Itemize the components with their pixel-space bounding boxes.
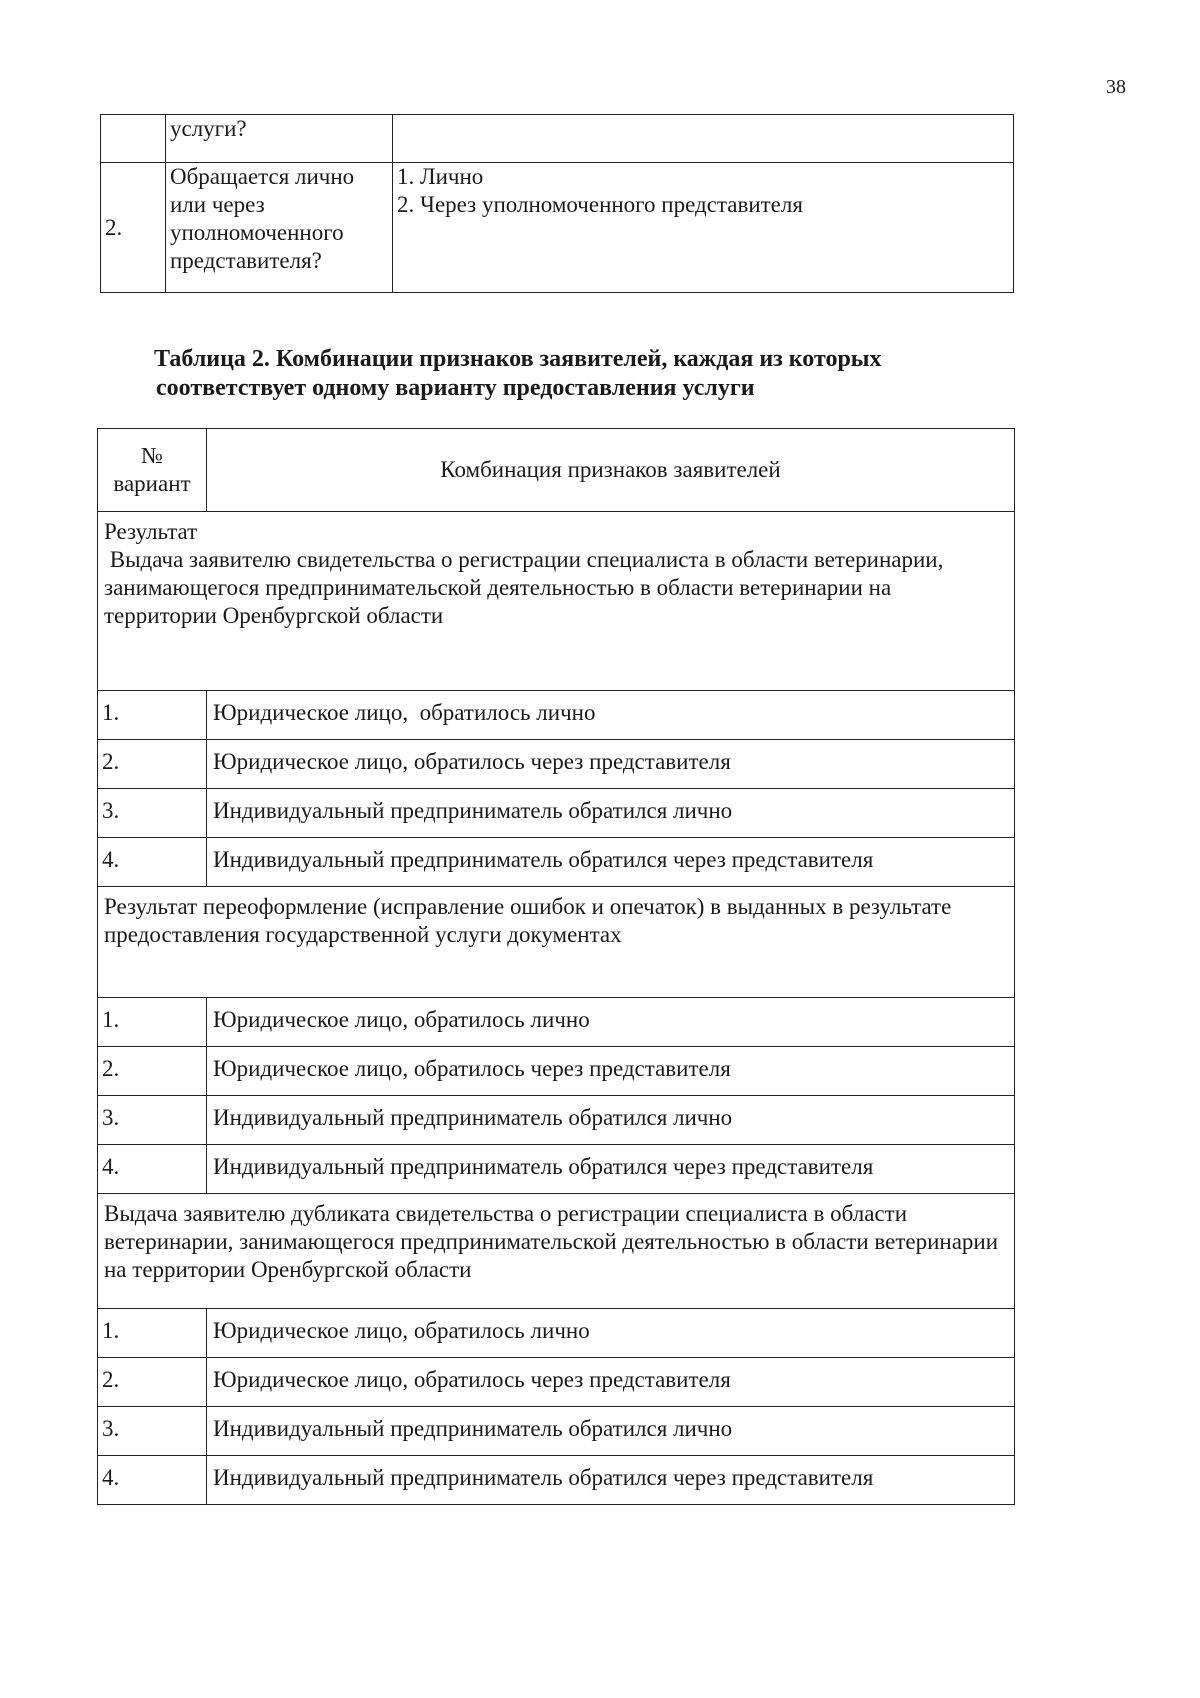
variant-number: 1. xyxy=(98,998,207,1047)
variant-text: Индивидуальный предприниматель обратился лично xyxy=(207,1407,1015,1456)
result-description: Выдача заявителю дубликата свидетельства о регистрации специалиста в области ветеринарии, занимающегося предпринимательской деятельностью в области ветеринарии на территории Оренбургской области xyxy=(104,1201,999,1282)
table-row xyxy=(101,163,1014,293)
table-row xyxy=(98,1145,1015,1194)
result-row xyxy=(98,1194,1015,1309)
table-row xyxy=(98,1358,1015,1407)
table-row xyxy=(98,1047,1015,1096)
caption-line: соответствует одному варианту предоставления услуги xyxy=(156,375,755,401)
table-row xyxy=(98,789,1015,838)
row-number xyxy=(101,115,166,163)
variant-number: 1. xyxy=(98,1309,207,1358)
variant-number: 4. xyxy=(98,838,207,887)
row-number: 2. xyxy=(101,163,166,293)
variant-text: Юридическое лицо, обратилось лично xyxy=(207,691,1015,740)
variant-number: 2. xyxy=(98,740,207,789)
table-caption xyxy=(154,345,1054,403)
header-variant-label: вариант xyxy=(113,471,191,496)
variant-number: 1. xyxy=(98,691,207,740)
applicant-combinations-table xyxy=(97,428,1015,1505)
page-number: 38 xyxy=(1106,76,1126,98)
table-row xyxy=(98,1407,1015,1456)
result-cell xyxy=(98,1194,1015,1309)
result-row xyxy=(98,512,1015,691)
variant-text: Юридическое лицо, обратилось лично xyxy=(207,1309,1015,1358)
table-row xyxy=(98,998,1015,1047)
variant-text: Индивидуальный предприниматель обратился через представителя xyxy=(207,1456,1015,1505)
answer-cell xyxy=(393,163,1014,293)
table-row xyxy=(98,740,1015,789)
header-variant-number xyxy=(98,429,207,512)
table-row xyxy=(98,1456,1015,1505)
result-cell xyxy=(98,887,1015,998)
header-combination-title: Комбинация признаков заявителей xyxy=(207,429,1015,512)
variant-text: Индивидуальный предприниматель обратился через представителя xyxy=(207,838,1015,887)
result-row xyxy=(98,887,1015,998)
table-row xyxy=(101,115,1014,163)
result-cell xyxy=(98,512,1015,691)
variant-text: Индивидуальный предприниматель обратился лично xyxy=(207,1096,1015,1145)
variant-number: 3. xyxy=(98,1407,207,1456)
variant-number: 2. xyxy=(98,1358,207,1407)
table-row xyxy=(98,1309,1015,1358)
header-num-sign: № xyxy=(141,443,163,468)
variant-number: 3. xyxy=(98,789,207,838)
applicant-questions-table xyxy=(100,114,1014,293)
answer-option: 1. Лично xyxy=(397,164,484,189)
table-header-row xyxy=(98,429,1015,512)
result-label: Результат xyxy=(104,519,198,544)
variant-text: Юридическое лицо, обратилось через представителя xyxy=(207,1358,1015,1407)
table-row xyxy=(98,838,1015,887)
answer-option: 2. Через уполномоченного представителя xyxy=(397,192,803,217)
variant-number: 4. xyxy=(98,1456,207,1505)
result-description: Выдача заявителю свидетельства о регистрации специалиста в области ветеринарии, занимающегося предпринимательской деятельностью в области ветеринарии на территории Оренбургской области xyxy=(104,547,950,628)
question-cell: услуги? xyxy=(166,115,393,163)
variant-number: 4. xyxy=(98,1145,207,1194)
question-cell: Обращается лично или через уполномоченного представителя? xyxy=(166,163,393,293)
answer-cell xyxy=(393,115,1014,163)
caption-line: Таблица 2. Комбинации признаков заявителей, каждая из которых xyxy=(154,346,882,372)
variant-text: Юридическое лицо, обратилось через представителя xyxy=(207,1047,1015,1096)
table-row xyxy=(98,1096,1015,1145)
variant-text: Юридическое лицо, обратилось через представителя xyxy=(207,740,1015,789)
table-row xyxy=(98,691,1015,740)
variant-text: Индивидуальный предприниматель обратился лично xyxy=(207,789,1015,838)
variant-number: 3. xyxy=(98,1096,207,1145)
result-description: Результат переоформление (исправление ошибок и опечаток) в выданных в результате предоставления государственной услуги документах xyxy=(104,894,952,947)
variant-text: Индивидуальный предприниматель обратился через представителя xyxy=(207,1145,1015,1194)
variant-text: Юридическое лицо, обратилось лично xyxy=(207,998,1015,1047)
variant-number: 2. xyxy=(98,1047,207,1096)
